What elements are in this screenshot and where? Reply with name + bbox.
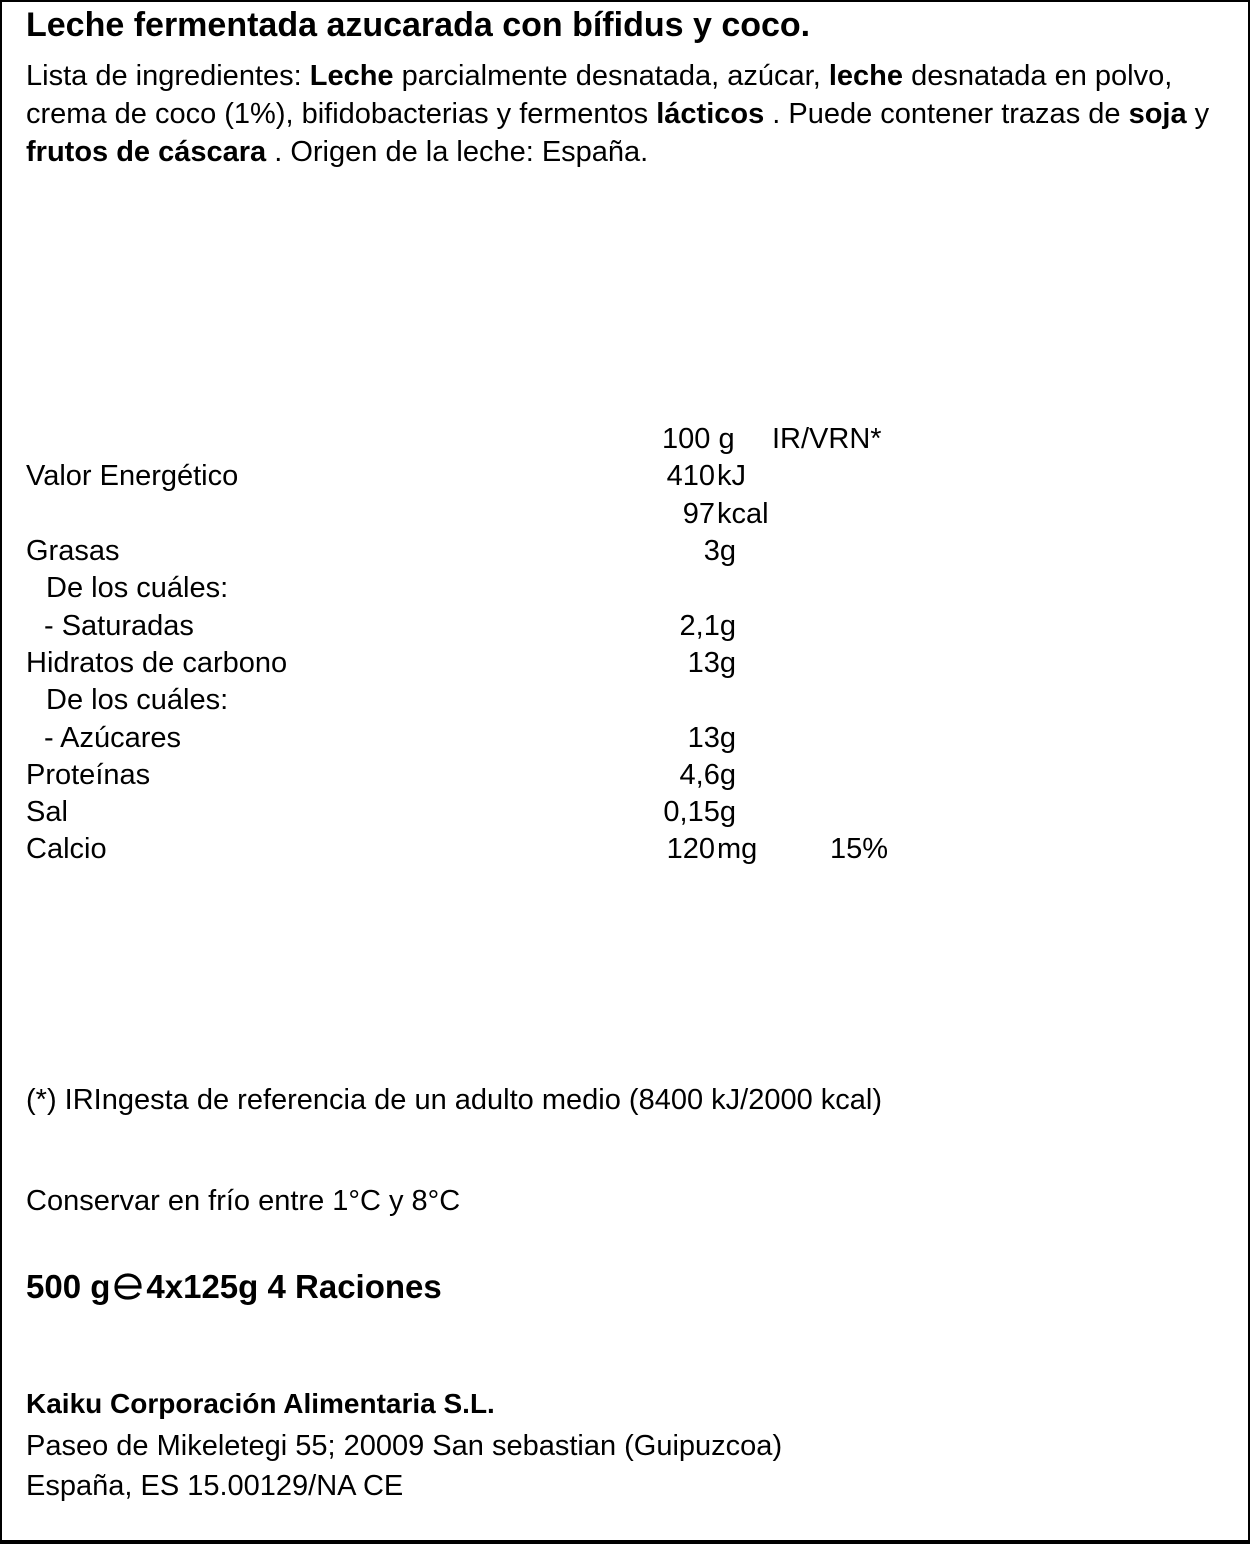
ingredients-list [26, 57, 1226, 171]
allergen-highlight: lácticos [656, 98, 765, 130]
protein-label: Proteínas [26, 759, 151, 791]
pack-size [26, 1270, 442, 1305]
protein-value: 4,6g [679, 759, 736, 791]
ingredients-text: parcialmente desnatada, azúcar, [393, 60, 829, 92]
of-which-fat-label: De los cuáles: [46, 572, 229, 604]
header-ir-vrn: IR/VRN* [772, 423, 882, 455]
company-registration: España, ES 15.00129/NA CE [26, 1470, 404, 1502]
ingredients-text: Lista de ingredientes: [26, 60, 310, 92]
saturated-label: - Saturadas [44, 610, 194, 642]
carbs-value: 13g [687, 647, 736, 679]
estimated-e-icon [112, 1272, 144, 1305]
allergen-highlight: soja [1128, 98, 1187, 130]
fat-value: 3g [703, 535, 736, 567]
allergen-highlight: frutos de cáscara [26, 136, 267, 168]
calcium-label: Calcio [26, 833, 107, 865]
allergen-highlight: Leche [309, 60, 394, 92]
allergen-highlight: leche [828, 60, 904, 92]
sugars-value: 13g [687, 722, 736, 754]
product-title: Leche fermentada azucarada con bífidus y coco. [26, 6, 811, 44]
sugars-label: - Azúcares [44, 722, 181, 754]
energy-kj-unit: kJ [717, 460, 746, 492]
of-which-carbs-label: De los cuáles: [46, 684, 229, 716]
reference-intake-footnote: (*) IRIngesta de referencia de un adulto medio (8400 kJ/2000 kcal) [26, 1084, 882, 1116]
calcium-unit: mg [717, 833, 758, 865]
net-weight: 500 g [26, 1268, 111, 1305]
calcium-ir-percent: 15% [830, 833, 889, 865]
energy-kcal-unit: kcal [717, 498, 769, 530]
calcium-value: 120 [666, 833, 715, 865]
carbs-label: Hidratos de carbono [26, 647, 288, 679]
ingredients-text: . Origen de la leche: España. [266, 136, 649, 168]
storage-instructions: Conservar en frío entre 1°C y 8°C [26, 1185, 461, 1217]
salt-label: Sal [26, 796, 68, 828]
ingredients-text: desnatada en polvo, crema de coco (1%), bifidobacterias y fermentos [26, 60, 1173, 130]
header-per-100g: 100 g [662, 423, 735, 455]
portions: 4x125g 4 Raciones [146, 1268, 442, 1305]
ingredients-text: . Puede contener trazas de [764, 98, 1129, 130]
salt-value: 0,15g [663, 796, 736, 828]
energy-label: Valor Energético [26, 460, 239, 492]
company-name: Kaiku Corporación Alimentaria S.L. [26, 1388, 495, 1419]
company-address: Paseo de Mikeletegi 55; 20009 San sebastian (Guipuzcoa) [26, 1430, 783, 1462]
energy-kj-value: 410 [666, 460, 715, 492]
saturated-value: 2,1g [679, 610, 736, 642]
fat-label: Grasas [26, 535, 120, 567]
energy-kcal-value: 97 [682, 498, 715, 530]
ingredients-text: y [1186, 98, 1210, 130]
